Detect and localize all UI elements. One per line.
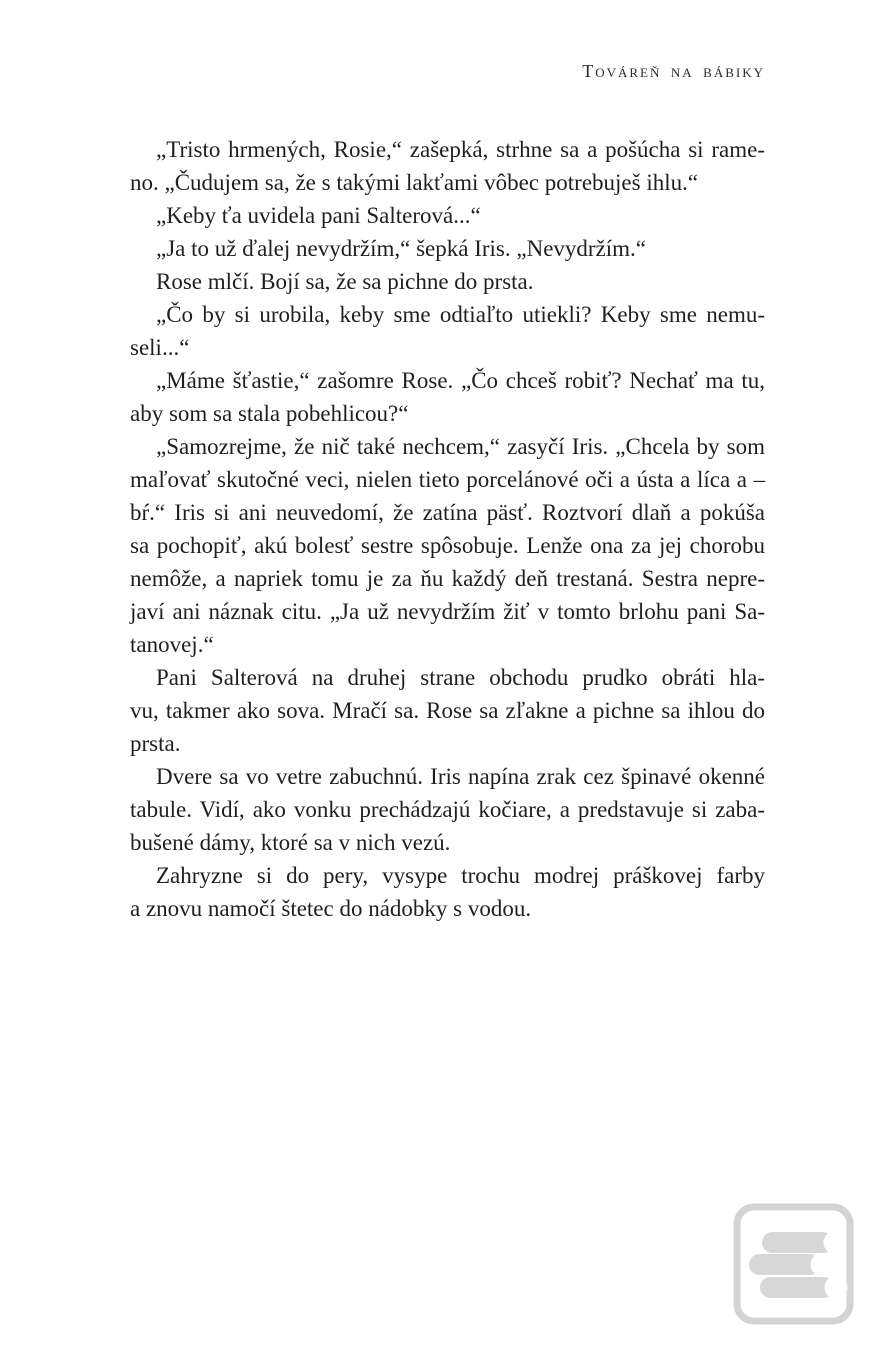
book-top: [762, 1232, 833, 1253]
text-line: vu, takmer ako sova. Mračí sa. Rose sa zľakne a pichne sa ihlou do: [130, 698, 765, 723]
text-line: seli...“: [130, 335, 190, 360]
text-line: nemôže, a napriek tomu je za ňu každý deň trestaná. Sestra nepre-: [130, 566, 765, 591]
text-line: „Tristo hrmených, Rosie,“ zašepká, strhne sa a pošúcha si rame-: [156, 137, 765, 162]
text-line: sa pochopiť, akú bolesť sestre spôsobuje. Lenže ona za jej chorobu: [130, 533, 765, 558]
text-line: „Ja to už ďalej nevydržím,“ šepká Iris. „Nevydržím.“: [156, 236, 647, 261]
text-line: a znovu namočí štetec do nádobky s vodou.: [130, 896, 532, 921]
text-line: tabule. Vidí, ako vonku prechádzajú kočiare, a predstavuje si zaba-: [130, 797, 765, 822]
text-line: bušené dámy, ktoré sa v nich vezú.: [130, 830, 451, 855]
text-line: tanovej.“: [130, 632, 214, 657]
running-title: Továreň na bábiky: [582, 61, 765, 81]
text-line: maľovať skutočné veci, nielen tieto porcelánové oči a ústa a líca a –: [130, 467, 765, 492]
text-line: no. „Čudujem sa, že s takými lakťami vôbec potrebuješ ihlu.“: [130, 170, 699, 195]
book-bottom-notch: [825, 1276, 848, 1299]
book-stack-icon: [733, 1203, 854, 1325]
book-top-notch: [824, 1231, 847, 1254]
book-stack-svg: [733, 1203, 854, 1325]
text-line: „Keby ťa uvidela pani Salterová...“: [156, 203, 481, 228]
book-bottom: [760, 1277, 834, 1298]
text-line: Pani Salterová na druhej strane obchodu prudko obráti hla-: [156, 665, 765, 690]
body-text: [130, 133, 765, 925]
text-line: „Samozrejme, že nič také nechcem,“ zasyčí Iris. „Chcela by som: [156, 434, 765, 459]
text-line: „Čo by si urobila, keby sme odtiaľto utiekli? Keby sme nemu-: [156, 302, 765, 327]
book-middle: [749, 1254, 820, 1275]
text-line: Zahryzne si do pery, vysype trochu modrej práškovej farby: [156, 863, 765, 888]
book-middle-notch: [811, 1253, 834, 1276]
text-line: bŕ.“ Iris si ani neuvedomí, že zatína päsť. Roztvorí dlaň a pokúša: [130, 500, 765, 525]
text-line: Dvere sa vo vetre zabuchnú. Iris napína zrak cez špinavé okenné: [156, 764, 765, 789]
text-line: prsta.: [130, 731, 181, 756]
text-line: javí ani náznak citu. „Ja už nevydržím žiť v tomto brlohu pani Sa-: [130, 599, 765, 624]
text-line: aby som sa stala pobehlicou?“: [130, 401, 409, 426]
text-line: „Máme šťastie,“ zašomre Rose. „Čo chceš robiť? Nechať ma tu,: [156, 368, 765, 393]
text-line: Rose mlčí. Bojí sa, že sa pichne do prsta.: [156, 269, 534, 294]
